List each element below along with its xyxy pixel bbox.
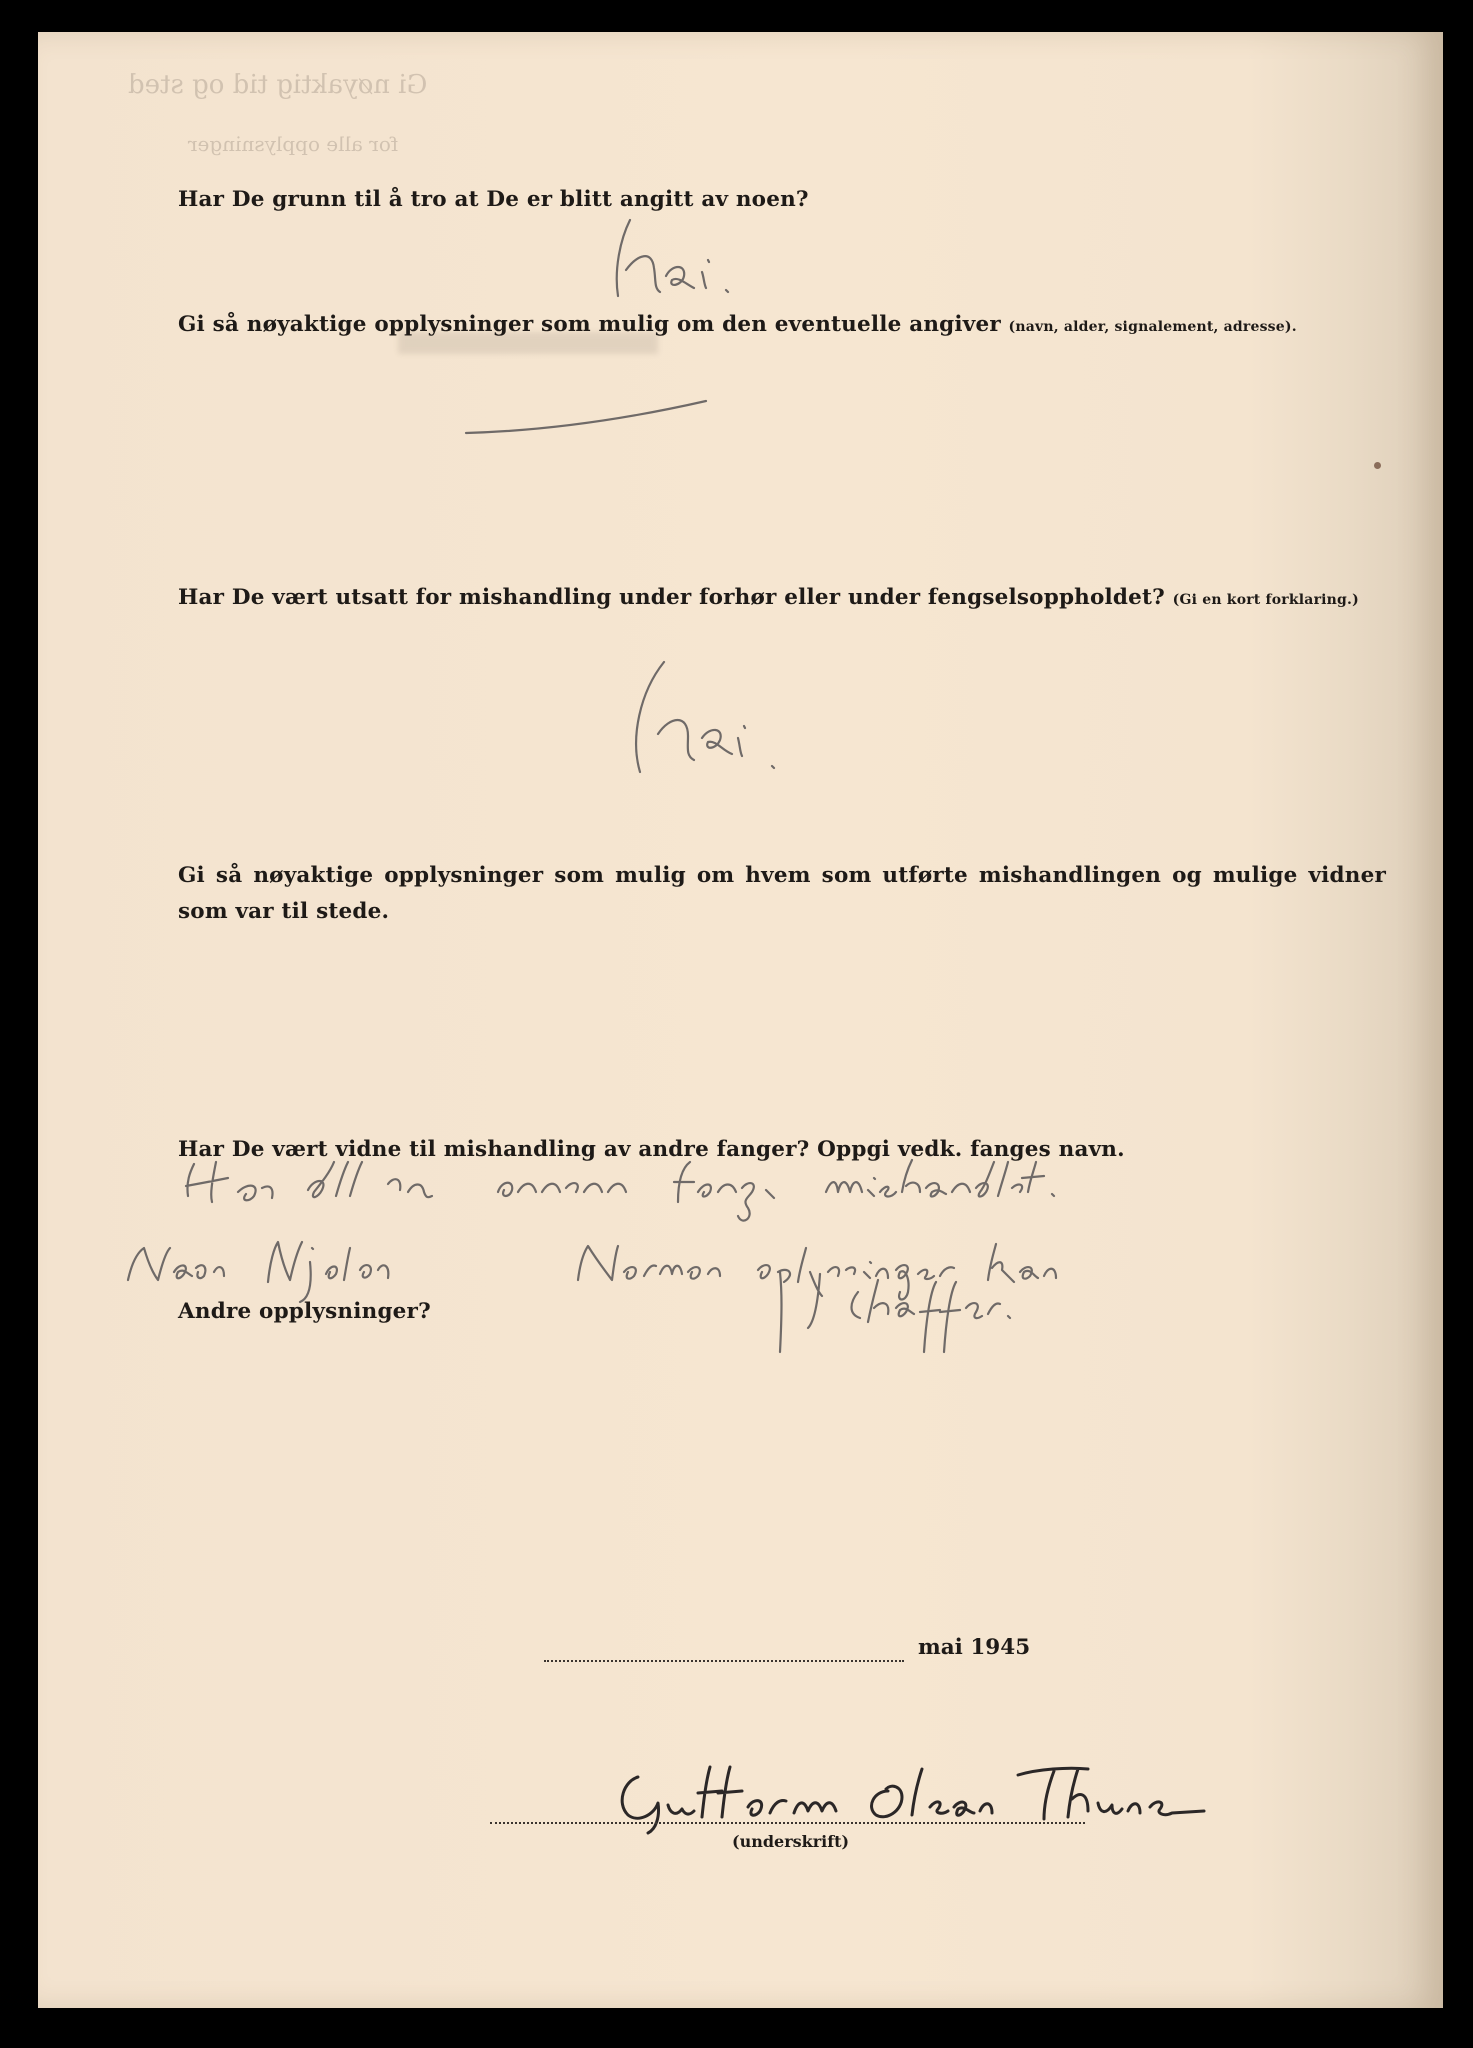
- paper-speck: [1374, 462, 1381, 469]
- question-vidne-text: Har De vært vidne til mishandling av andre fanger? Oppgi vedk. fanges navn.: [178, 1137, 1125, 1162]
- form-sheet: [38, 32, 1443, 2008]
- handwritten-answer-vidne: [78, 1152, 1318, 1382]
- question-mishandling: [178, 580, 1359, 618]
- question-mishandling-text: Har De vært utsatt for mishandling under forhør eller under fengselsoppholdet?: [178, 585, 1165, 610]
- bleed-through-header-1: Gi nøyaktig tid og sted: [128, 70, 428, 100]
- bleed-through-header-2: for alle opplysninger: [188, 132, 399, 156]
- question-utforte-text: Gi så nøyaktige opplysninger som mulig om hvem som utførte mishandlingen og mulige vidner som var til stede.: [178, 863, 1386, 924]
- question-andre-text: Andre opplysninger?: [178, 1299, 431, 1324]
- signature-label: (underskrift): [732, 1832, 850, 1851]
- question-angiver-text: Gi så nøyaktige opplysninger som mulig om den eventuelle angiver: [178, 312, 1001, 337]
- question-angitt-text: Har De grunn til å tro at De er blitt angitt av noen?: [178, 187, 809, 212]
- handwritten-answer-nei-2: [578, 642, 838, 782]
- question-utforte: [178, 858, 1386, 930]
- signature-line: [490, 1822, 1085, 1824]
- handwritten-signature: [598, 1747, 1238, 1847]
- question-mishandling-note: (Gi en kort forklaring.): [1172, 592, 1359, 608]
- question-angiver: [178, 307, 1297, 345]
- date-line: [544, 1660, 904, 1662]
- handwritten-answer-nei-1: [568, 210, 808, 310]
- question-angiver-note: (navn, alder, signalement, adresse).: [1008, 319, 1297, 335]
- date-text: mai 1945: [918, 1635, 1031, 1660]
- handwritten-dash: [458, 387, 758, 447]
